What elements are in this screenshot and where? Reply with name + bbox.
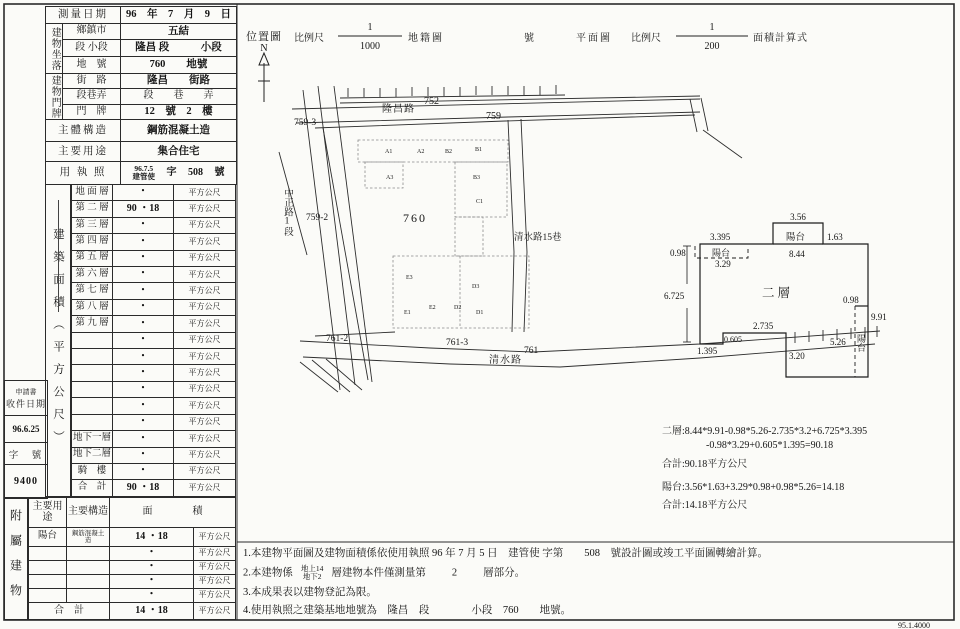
floor-area-table	[71, 184, 236, 497]
balcony-right-label: 陽台	[856, 334, 866, 352]
door-label: 門 牌	[63, 105, 121, 120]
floor-area-value: ・	[113, 365, 174, 381]
floor-area-unit: 平方公尺	[174, 431, 236, 447]
township-value: 五結	[121, 24, 237, 40]
annex-area-unit: 平方公尺	[194, 589, 236, 603]
floor-area-value: ・	[113, 283, 174, 299]
floor-plan-title: 平面圖	[576, 33, 612, 44]
floor-area-unit: 平方公尺	[174, 250, 236, 266]
lane-label: 段巷弄	[63, 89, 121, 105]
annex-structure	[67, 561, 110, 575]
floor-area-unit: 平方公尺	[174, 217, 236, 233]
annex-side-label: 附屬建物	[8, 508, 23, 609]
annex-building-block	[4, 497, 236, 620]
annex-row	[29, 561, 236, 575]
floor-label	[72, 414, 113, 430]
scale-label-1: 比例尺	[294, 33, 324, 44]
floor-area-unit: 平方公尺	[174, 201, 236, 217]
floor-area-value: 90 ・18	[113, 201, 174, 217]
floor-area-unit: 平方公尺	[174, 283, 236, 299]
floor-area-value: ・	[113, 234, 174, 250]
dim-0-98-right: 0.98	[843, 295, 859, 305]
floor-area-unit: 平方公尺	[174, 381, 236, 397]
balcony-top-label: 陽台	[786, 233, 806, 243]
dim-3-20: 3.20	[789, 351, 805, 361]
floor-area-row	[72, 414, 236, 430]
survey-date-label: 測量日期	[46, 7, 121, 24]
floor-bracket-line	[58, 200, 59, 312]
floor-label	[72, 398, 113, 414]
annex-usage	[29, 561, 67, 575]
dim-9-91: 9.91	[871, 312, 887, 322]
annex-usage	[29, 547, 67, 561]
building-label: E2	[429, 305, 436, 311]
building-label: A2	[417, 149, 425, 155]
township-label: 鄉鎮市	[63, 24, 121, 40]
annex-header-row	[29, 498, 236, 528]
receipt-date-value: 96.6.25	[5, 416, 47, 443]
floor-area-row	[72, 283, 236, 299]
scale-label-2: 比例尺	[631, 33, 661, 44]
annex-structure	[67, 589, 110, 603]
floor-label: 地下一層	[72, 431, 113, 447]
road-bottom-label: 清水路	[489, 355, 522, 366]
floor-area-block	[45, 184, 236, 497]
parcel-759-label: 759	[486, 111, 501, 122]
floor-area-value: ・	[113, 217, 174, 233]
area-calculations	[662, 425, 867, 511]
street-value: 隆昌 街路	[121, 74, 237, 89]
floor-area-unit: 平方公尺	[174, 349, 236, 365]
permit-number: 508	[188, 166, 203, 178]
scale-fraction-2	[676, 22, 748, 52]
annex-side-strip	[4, 497, 28, 620]
annex-area-unit: 平方公尺	[194, 575, 236, 589]
section-value: 隆昌 段 小段	[121, 40, 237, 57]
usage-value: 集合住宅	[121, 142, 237, 162]
floor-area-row	[72, 185, 236, 201]
application-receipt-box	[4, 380, 48, 499]
parcel-761-3-label: 761-3	[446, 338, 469, 348]
floor-area-row	[72, 234, 236, 250]
permit-value	[121, 165, 236, 182]
annex-row	[29, 575, 236, 589]
annex-total-row	[29, 603, 236, 620]
annex-area-value: ・	[110, 589, 194, 603]
building-label: E1	[404, 310, 411, 316]
floor-label: 第 六 層	[72, 267, 113, 283]
map-section-header	[246, 22, 808, 102]
floor-area-row	[72, 349, 236, 365]
dim-2-735: 2.735	[753, 321, 774, 331]
parcel-752-label: 752	[424, 96, 439, 107]
annex-area-value: ・	[110, 575, 194, 589]
parcel-label: 地 號	[63, 57, 121, 74]
dim-1-63: 1.63	[827, 232, 843, 242]
floor-area-value: ・	[113, 185, 174, 201]
address-group-label: 建物門牌	[46, 74, 63, 120]
floor-area-row	[72, 201, 236, 217]
receipt-word-label: 字 號	[5, 443, 47, 465]
receipt-date-header: 申請書 收件日期	[5, 381, 47, 416]
floor-label	[72, 381, 113, 397]
building-label: A3	[386, 175, 394, 181]
section-label: 段 小段	[63, 40, 121, 57]
floor-area-row	[72, 365, 236, 381]
floor-area-row	[72, 431, 236, 447]
annex-building-table	[28, 497, 236, 620]
floor-area-unit: 平方公尺	[174, 447, 236, 463]
north-label: N	[260, 43, 268, 54]
lane-value: 段 巷 弄	[121, 89, 237, 105]
floor-area-unit: 平方公尺	[174, 316, 236, 332]
dim-6-725: 6.725	[664, 291, 685, 301]
floor-label: 第 九 層	[72, 316, 113, 332]
floor-area-value: ・	[113, 267, 174, 283]
floor-area-unit: 平方公尺	[174, 463, 236, 479]
floor-label: 地 面 層	[72, 185, 113, 201]
annex-usage: 陽台	[29, 528, 67, 547]
scale-2-denominator: 200	[704, 41, 720, 52]
annex-total-label: 合 計	[29, 603, 110, 620]
floor-area-row	[72, 332, 236, 348]
annex-total-unit: 平方公尺	[194, 603, 236, 620]
building-label: D2	[454, 305, 462, 311]
road-left-label: 中正路1段	[282, 188, 292, 236]
annex-area-unit: 平方公尺	[194, 528, 236, 547]
floor-label: 第 三 層	[72, 217, 113, 233]
floor-label: 第 四 層	[72, 234, 113, 250]
building-label: D1	[476, 310, 484, 316]
floor-area-unit: 平方公尺	[174, 365, 236, 381]
building-label: D3	[472, 284, 480, 290]
annex-row	[29, 528, 236, 547]
floor-label	[72, 365, 113, 381]
annex-area-value: ・	[110, 547, 194, 561]
building-label: E3	[406, 275, 413, 281]
footnote-4: 4.使用執照之建築基地地號為 隆昌 段 小段 760 地號。	[243, 604, 572, 616]
annex-usage-header: 主要用途	[29, 498, 67, 528]
floor-area-unit: 平方公尺	[174, 332, 236, 348]
dim-3-56: 3.56	[790, 212, 806, 222]
floor-area-unit: 平方公尺	[174, 299, 236, 315]
floor-area-row	[72, 447, 236, 463]
floor-area-row	[72, 463, 236, 479]
building-label: B2	[445, 149, 453, 155]
calc-line-balcony: 陽台:3.56*1.63+3.29*0.98+0.98*5.26=14.18	[662, 482, 845, 493]
floor-label	[72, 332, 113, 348]
footnote-2: 2.本建物係 地上14 地下2 層建物本件僅測量第 2 層部分。	[243, 564, 526, 581]
calc-total-balcony: 合計:14.18平方公尺	[662, 500, 748, 511]
floor-area-value: ・	[113, 463, 174, 479]
usage-label: 主要用途	[46, 142, 121, 162]
form-code: 95.1.4000	[898, 621, 930, 629]
floor-label: 騎 樓	[72, 463, 113, 479]
floor-area-row	[72, 381, 236, 397]
floor-area-unit: 平方公尺	[174, 480, 236, 497]
annex-area-unit: 平方公尺	[194, 547, 236, 561]
floor-area-value: ・	[113, 431, 174, 447]
parcel-759-3-label: 759-3	[294, 118, 317, 128]
annex-structure-header: 主要構造	[67, 498, 110, 528]
annex-usage	[29, 589, 67, 603]
floor-area-side-label: 建築面積（平方公尺）	[52, 228, 64, 453]
floor-label: 第 八 層	[72, 299, 113, 315]
floor-area-row	[72, 316, 236, 332]
calc-line-2: -0.98*3.29+0.605*1.395=90.18	[706, 440, 834, 451]
floor-area-unit: 平方公尺	[174, 185, 236, 201]
floor-area-unit: 平方公尺	[174, 398, 236, 414]
footnote-3: 3.本成果表以建物登記為限。	[243, 586, 377, 598]
floors-above-below-stack: 地上14 地下2	[300, 564, 324, 581]
location-map-title: 位置圖	[246, 31, 282, 43]
floor-area-value: ・	[113, 299, 174, 315]
balcony-left-label: 陽台	[712, 248, 731, 258]
structure-value: 鋼筋混凝土造	[121, 120, 237, 142]
cadastral-map-label: 地籍圖	[408, 33, 444, 44]
permit-suffix: 號	[214, 166, 225, 178]
floor-area-row	[72, 299, 236, 315]
annex-total-value: 14 ・18	[110, 603, 194, 620]
street-label: 街 路	[63, 74, 121, 89]
annex-structure	[67, 575, 110, 589]
floor-plan-floor-title: 二層	[762, 286, 794, 300]
annex-area-unit: 平方公尺	[194, 561, 236, 575]
parcel-761-label: 761	[524, 346, 539, 356]
floor-area-unit: 平方公尺	[174, 234, 236, 250]
building-info-table	[45, 6, 237, 185]
door-value: 12 號 2 樓	[121, 105, 237, 120]
building-label: B1	[475, 147, 483, 153]
floor-label	[72, 349, 113, 365]
parcel-761-2-label: 761-2	[326, 334, 349, 344]
dim-3-395: 3.395	[710, 232, 731, 242]
floor-area-value: ・	[113, 447, 174, 463]
permit-word: 字	[166, 166, 177, 178]
area-calc-title: 面積計算式	[753, 33, 808, 44]
floor-label: 第 五 層	[72, 250, 113, 266]
floor-area-value: ・	[113, 398, 174, 414]
scale-1-denominator: 1000	[360, 41, 380, 52]
north-arrow-icon	[258, 53, 270, 102]
building-label: B3	[473, 175, 481, 181]
permit-date-office: 96.7.5 建管使	[132, 163, 155, 181]
parcel-760-label: 760	[403, 211, 427, 225]
annex-row	[29, 589, 236, 603]
dim-3-29: 3.29	[715, 259, 731, 269]
floor-label: 第 二 層	[72, 201, 113, 217]
building-code-labels	[385, 147, 483, 316]
permit-label: 用 執 照	[46, 162, 121, 185]
floor-area-row	[72, 480, 236, 497]
annex-structure: 鋼筋混凝土造	[67, 528, 110, 547]
calc-total-main: 合計:90.18平方公尺	[662, 459, 748, 470]
dim-0-98-left: 0.98	[670, 248, 686, 258]
annex-area-value: ・	[110, 561, 194, 575]
annex-usage	[29, 575, 67, 589]
annex-structure	[67, 547, 110, 561]
floor-area-value: ・	[113, 349, 174, 365]
floor-area-row	[72, 217, 236, 233]
annex-area-header: 面 積	[110, 498, 236, 528]
floor-area-row	[72, 267, 236, 283]
floor-area-unit: 平方公尺	[174, 414, 236, 430]
survey-date-value: 96 年 7 月 9 日	[121, 7, 237, 24]
floor-area-value: ・	[113, 414, 174, 430]
parcel-value: 760 地號	[121, 57, 237, 74]
road-top-label: 隆昌路	[382, 104, 415, 115]
scale-2-numerator: 1	[709, 22, 715, 33]
sheet-number-label: 號	[524, 33, 534, 44]
annex-area-value: 14 ・18	[110, 528, 194, 547]
floor-label: 合 計	[72, 480, 113, 497]
receipt-word-number: 9400	[14, 476, 38, 487]
parcel-759-2-label: 759-2	[306, 213, 329, 223]
footnote-1: 1.本建物平面圖及建物面積係依使用執照 96 年 7 月 5 日 建管使 字第 508 號設計圖或竣工平面圖轉繪計算。	[243, 548, 768, 559]
footnotes	[243, 547, 951, 622]
floor-area-row	[72, 398, 236, 414]
scale-fraction-1	[338, 22, 402, 52]
floor-area-value: ・	[113, 381, 174, 397]
floor-area-row	[72, 250, 236, 266]
dim-8-44: 8.44	[789, 249, 805, 259]
floor-area-value: ・	[113, 332, 174, 348]
floor-label: 第 七 層	[72, 283, 113, 299]
floor-label: 地下二層	[72, 447, 113, 463]
building-label: C1	[476, 199, 484, 205]
floor-area-value: ・	[113, 250, 174, 266]
structure-label: 主體構造	[46, 120, 121, 142]
building-footprints	[358, 140, 529, 328]
dim-1-395: 1.395	[697, 346, 718, 356]
building-label: A1	[385, 149, 393, 155]
dim-0-605: 0.605	[724, 335, 742, 344]
floor-area-value: ・	[113, 316, 174, 332]
location-group-label: 建物坐落	[46, 24, 63, 74]
annex-row	[29, 547, 236, 561]
dim-5-26: 5.26	[830, 337, 846, 347]
scale-1-numerator: 1	[367, 22, 373, 33]
lane-right-label: 清水路15巷	[514, 233, 562, 243]
calc-line-1: 二層:8.44*9.91-0.98*5.26-2.735*3.2+6.725*3.395	[662, 426, 868, 437]
floor-area-unit: 平方公尺	[174, 267, 236, 283]
floor-area-value: 90 ・18	[113, 480, 174, 497]
